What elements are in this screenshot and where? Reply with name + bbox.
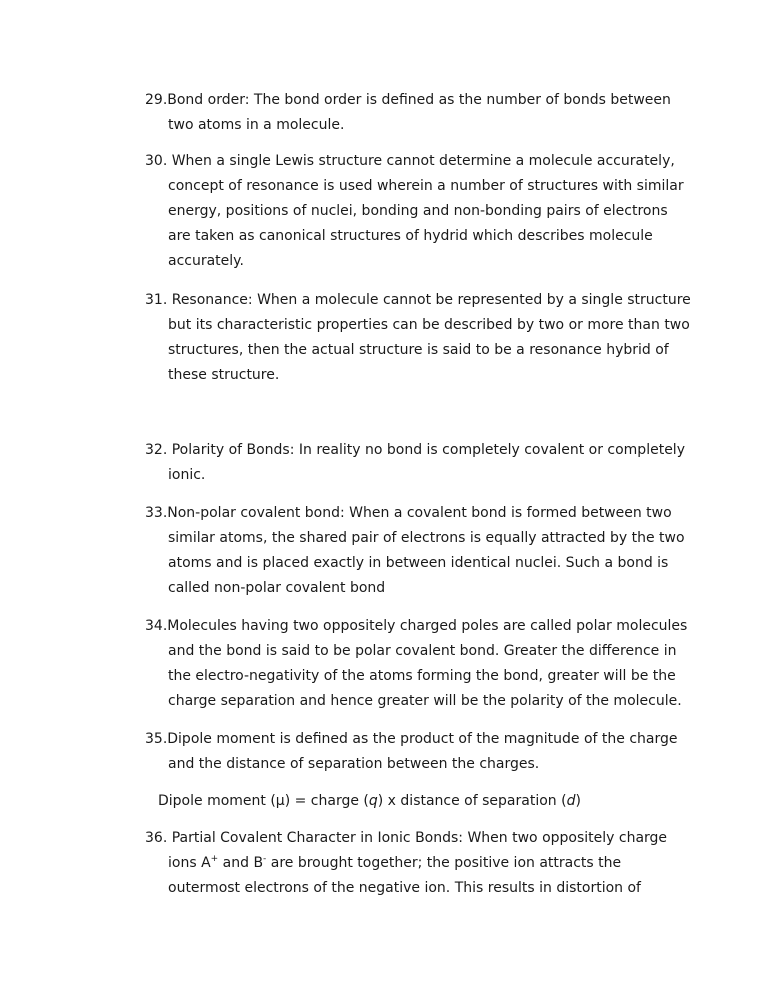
item-34-line-2: and the bond is said to be polar covalent bond. Greater the difference in	[168, 643, 677, 659]
ion-b: and B	[218, 855, 264, 871]
item-36	[145, 826, 705, 901]
item-33-line-1: 33.Non-polar covalent bond: When a covalent bond is formed between two	[145, 505, 672, 521]
item-32	[145, 438, 705, 488]
formula-part-c: )	[575, 793, 581, 809]
item-29	[145, 88, 705, 138]
formula-part-b: ) x distance of separation (	[377, 793, 567, 809]
item-29-line-1: 29.Bond order: The bond order is defined as the number of bonds between	[145, 92, 671, 108]
item-32-line-2: ionic.	[168, 467, 206, 483]
item-35-line-1: 35.Dipole moment is defined as the product of the magnitude of the charge	[145, 731, 678, 747]
item-30-line-2: concept of resonance is used wherein a number of structures with similar	[168, 178, 684, 194]
ion-a: ions A	[168, 855, 211, 871]
ion-b-charge: -	[263, 854, 267, 864]
item-31-line-3: structures, then the actual structure is said to be a resonance hybrid of	[168, 342, 669, 358]
item-34-line-3: the electro-negativity of the atoms forming the bond, greater will be the	[168, 668, 676, 684]
item-29-line-2: two atoms in a molecule.	[168, 117, 345, 133]
item-30-line-5: accurately.	[168, 253, 244, 269]
item-31-line-2: but its characteristic properties can be described by two or more than two	[168, 317, 690, 333]
item-36-line-2	[145, 851, 705, 876]
item-35-line-2: and the distance of separation between the charges.	[168, 756, 540, 772]
item-30-line-1: 30. When a single Lewis structure cannot determine a molecule accurately,	[145, 153, 675, 169]
formula-part-a: Dipole moment (μ) = charge (	[158, 793, 369, 809]
item-36-line-3: outermost electrons of the negative ion. This results in distortion of	[168, 880, 641, 896]
dipole-moment-formula	[158, 789, 581, 814]
item-36-line-2-rest: are brought together; the positive ion attracts the	[266, 855, 622, 871]
item-30-line-3: energy, positions of nuclei, bonding and non-bonding pairs of electrons	[168, 203, 668, 219]
item-36-line-1: 36. Partial Covalent Character in Ionic Bonds: When two oppositely charge	[145, 830, 668, 846]
ion-a-charge: +	[210, 854, 219, 864]
item-34-line-1: 34.Molecules having two oppositely charged poles are called polar molecules	[145, 618, 688, 634]
item-34	[145, 614, 705, 714]
formula-d: d	[566, 793, 576, 809]
item-33-line-2: similar atoms, the shared pair of electrons is equally attracted by the two	[168, 530, 685, 546]
item-31-line-1: 31. Resonance: When a molecule cannot be represented by a single structure	[145, 292, 691, 308]
item-33	[145, 501, 705, 601]
item-30-line-4: are taken as canonical structures of hydrid which describes molecule	[168, 228, 653, 244]
item-31	[145, 288, 705, 388]
item-33-line-3: atoms and is placed exactly in between identical nuclei. Such a bond is	[168, 555, 669, 571]
item-31-line-4: these structure.	[168, 367, 280, 383]
formula-q: q	[368, 793, 378, 809]
item-35	[145, 727, 705, 777]
item-34-line-4: charge separation and hence greater will be the polarity of the molecule.	[168, 693, 682, 709]
item-32-line-1: 32. Polarity of Bonds: In reality no bond is completely covalent or completely	[145, 442, 685, 458]
item-33-line-4: called non-polar covalent bond	[168, 580, 386, 596]
item-30	[145, 149, 705, 274]
